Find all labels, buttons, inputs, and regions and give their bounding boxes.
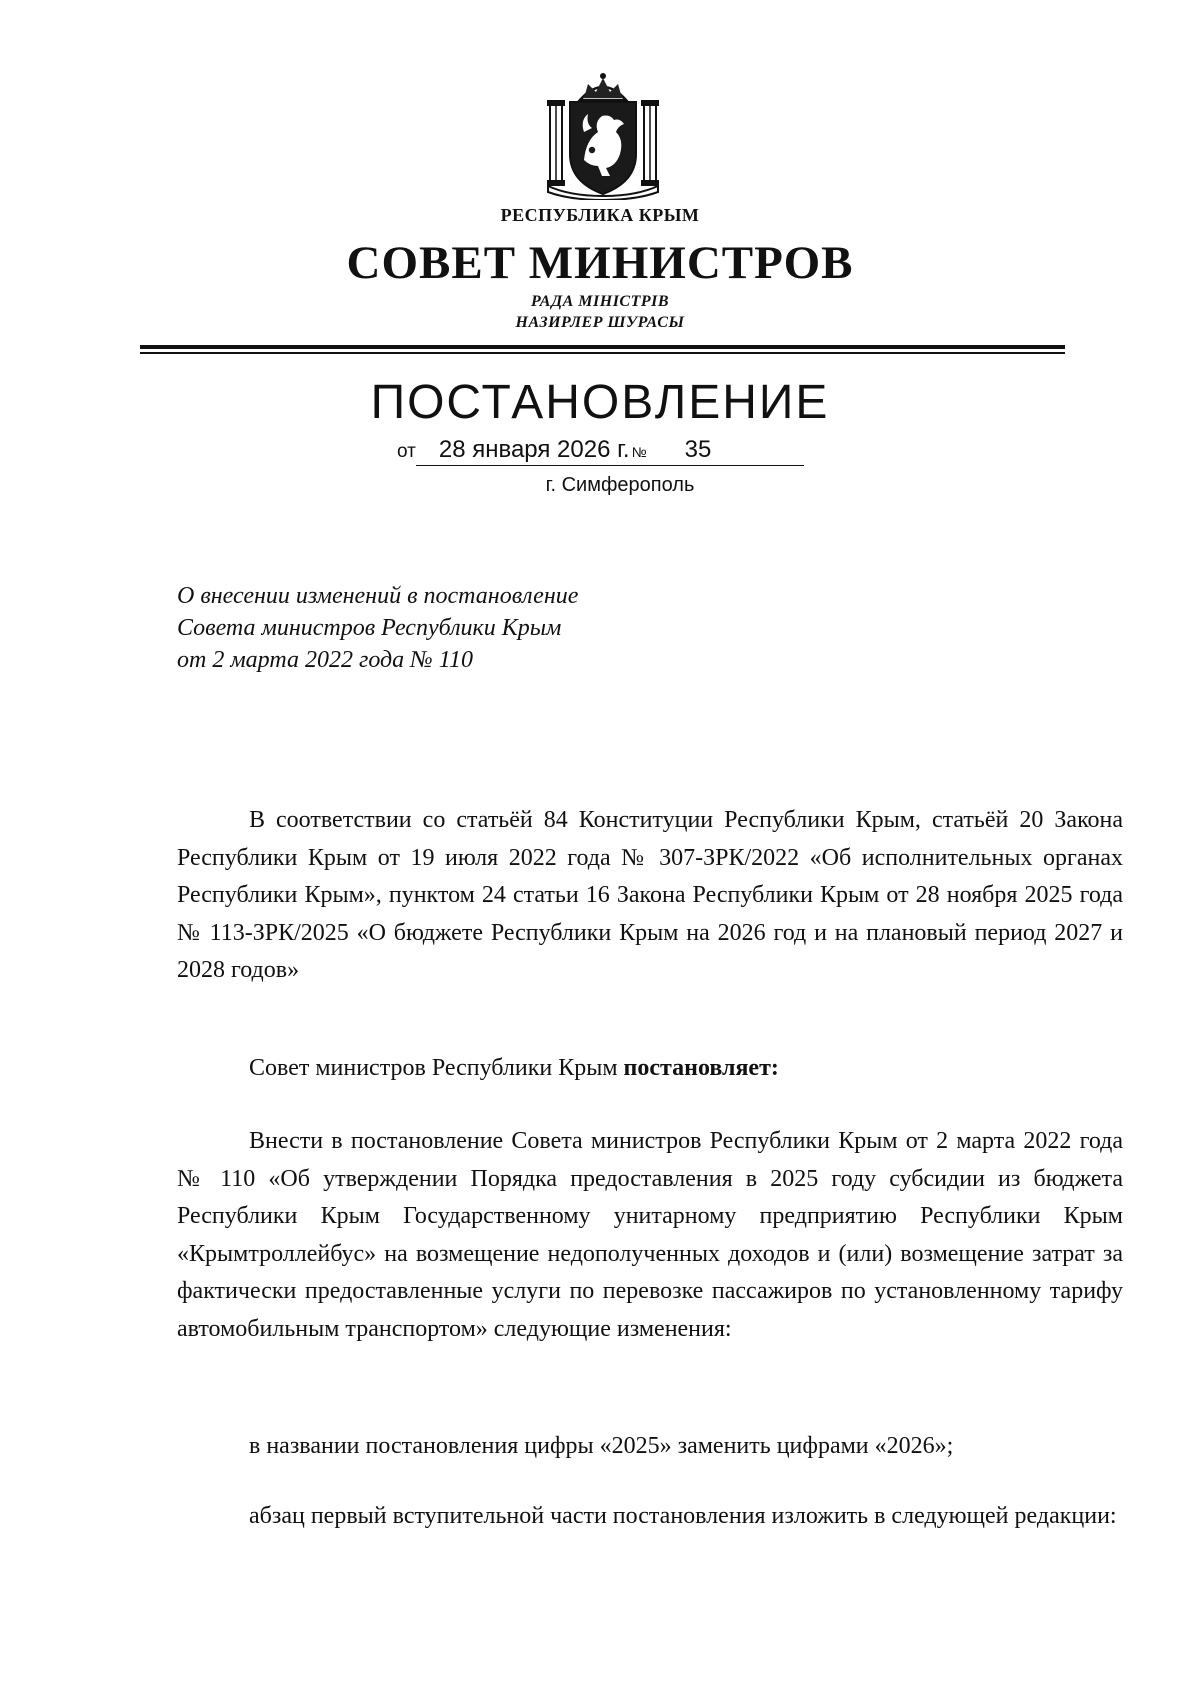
date-prefix: от bbox=[397, 441, 416, 462]
body-paragraph-resolves bbox=[177, 1050, 1123, 1088]
republic-name: РЕСПУБЛИКА КРЫМ bbox=[500, 205, 700, 225]
document-number: 35 bbox=[684, 436, 712, 463]
subject-line: О внесении изменений в постановление bbox=[177, 583, 579, 609]
subject-line: от 2 марта 2022 года № 110 bbox=[177, 647, 473, 673]
date-number-line bbox=[397, 437, 804, 466]
paragraph-text: В соответствии со статьёй 84 Конституции Республики Крым, статьёй 20 Закона Республики Крым от 19 июля 2022 года № 307-ЗРК/2022 «Об исполнительных органах Республики Крым», пунктом 24 статьи 16 Закона Республики Крым от 28 ноября 2025 года № 113-ЗРК/2025 «О бюджете Республики Крым на 2026 год и на плановый период 2027 и 2028 годов» bbox=[177, 807, 1123, 983]
date-number-field bbox=[416, 437, 804, 466]
header-divider-thin bbox=[140, 352, 1065, 354]
paragraph-text bbox=[177, 1050, 1123, 1088]
council-title-crimean-tatar: НАЗИРЛЕР ШУРАСЫ bbox=[515, 314, 685, 331]
document-type: ПОСТАНОВЛЕНИЕ bbox=[370, 376, 830, 429]
header-divider-thick bbox=[140, 345, 1065, 349]
document-date: 28 января 2026 г. bbox=[438, 436, 630, 463]
body-paragraph-preamble-change bbox=[177, 1498, 1123, 1536]
document-subject bbox=[177, 580, 578, 676]
resolves-keyword: постановляет: bbox=[623, 1055, 779, 1081]
paragraph-text: Внести в постановление Совета министров Республики Крым от 2 марта 2022 года № 110 «Об утверждении Порядка предоставления в 2025 году субсидии из бюджета Республики Крым Государственному унитарному предприятию Республики Крым «Крымтроллейбус» на возмещение недополученных доходов и (или) возмещение затрат за фактически предоставленные услуги по перевозке пассажиров по установленному тарифу автомобильным транспортом» следующие изменения: bbox=[177, 1128, 1123, 1342]
coat-of-arms-icon bbox=[540, 70, 666, 200]
document-city: г. Симферополь bbox=[545, 474, 695, 496]
paragraph-text: в названии постановления цифры «2025» заменить цифрами «2026»; bbox=[249, 1433, 954, 1459]
body-paragraph-amendment bbox=[177, 1123, 1123, 1348]
subject-line: Совета министров Республики Крым bbox=[177, 615, 562, 641]
paragraph-text: абзац первый вступительной части постановления изложить в следующей редакции: bbox=[249, 1503, 1117, 1529]
council-title: СОВЕТ МИНИСТРОВ bbox=[346, 237, 854, 289]
number-sign: № bbox=[631, 444, 647, 460]
body-paragraph-title-change bbox=[177, 1428, 1123, 1466]
council-title-ukrainian: РАДА МІНІСТРІВ bbox=[530, 293, 670, 310]
resolves-lead-text: Совет министров Республики Крым bbox=[249, 1055, 624, 1081]
body-paragraph-legal-basis bbox=[177, 802, 1123, 990]
